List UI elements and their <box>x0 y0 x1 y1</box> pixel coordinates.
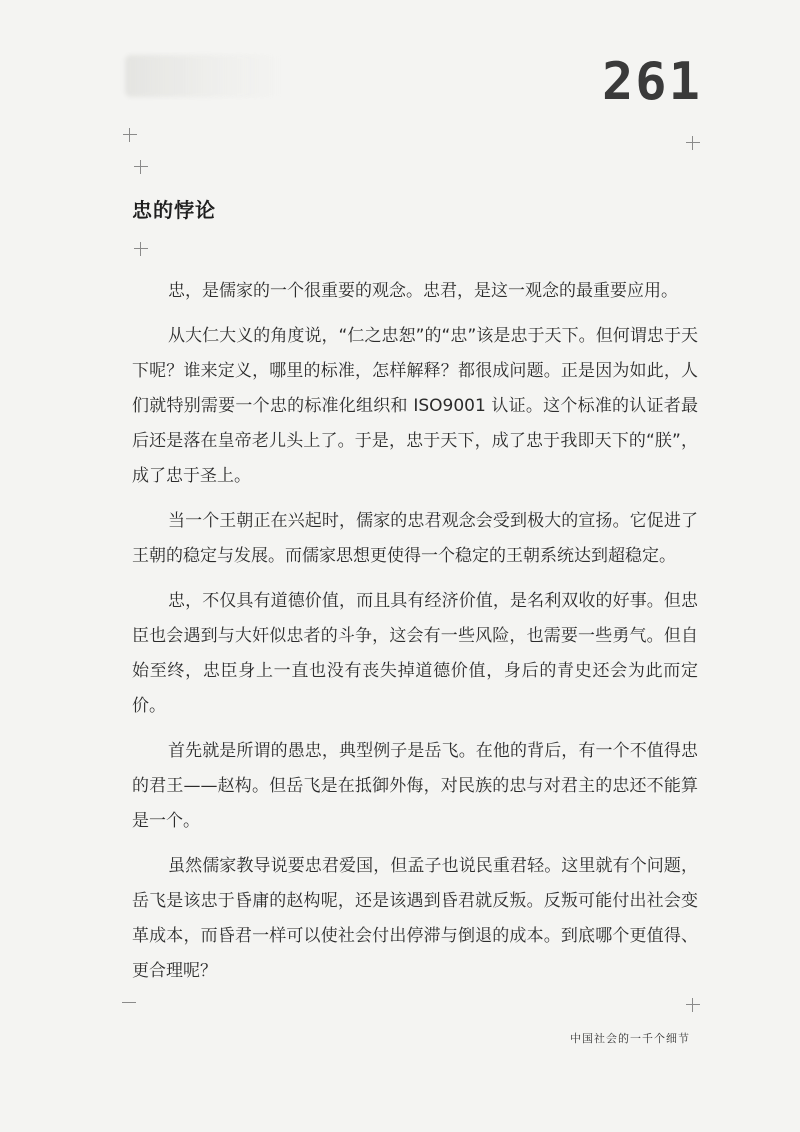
crop-mark-title-below <box>134 242 148 256</box>
paragraph: 首先就是所谓的愚忠，典型例子是岳飞。在他的背后，有一个不值得忠的君王——赵构。但岳飞是在抵御外侮，对民族的忠与对君主的忠还不能算是一个。 <box>132 741 698 831</box>
faded-stamp-mark <box>125 55 285 97</box>
crop-mark-top-right <box>686 136 700 150</box>
running-footer-book-title: 中国社会的一千个细节 <box>570 1032 690 1045</box>
paragraph: 忠，是儒家的一个很重要的观念。忠君，是这一观念的最重要应用。 <box>168 281 678 301</box>
page-number: 261 <box>602 52 702 112</box>
crop-mark-top-left-2 <box>134 160 148 174</box>
article-body <box>132 274 698 999</box>
crop-mark-top-left-1 <box>123 128 137 142</box>
paragraph: 当一个王朝正在兴起时，儒家的忠君观念会受到极大的宣扬。它促进了王朝的稳定与发展。而儒家思想更使得一个稳定的王朝系统达到超稳定。 <box>132 511 698 566</box>
article-title: 忠的悖论 <box>132 198 216 222</box>
paragraph: 虽然儒家教导说要忠君爱国，但孟子也说民重君轻。这里就有个问题，岳飞是该忠于昏庸的赵构呢，还是该遇到昏君就反叛。反叛可能付出社会变革成本，而昏君一样可以使社会付出停滞与倒退的成本。到底哪个更值得、更合理呢？ <box>132 856 698 981</box>
crop-mark-bottom-right <box>686 998 700 1012</box>
crop-mark-bottom-left <box>122 1002 136 1003</box>
paragraph: 从大仁大义的角度说，“仁之忠恕”的“忠”该是忠于天下。但何谓忠于天下呢？谁来定义，哪里的标准，怎样解释？都很成问题。正是因为如此，人们就特别需要一个忠的标准化组织和 ISO9001 认证。这个标准的认证者最后还是落在皇帝老儿头上了。于是，忠于天下，成了忠于我即天下的“朕”，成了忠于圣上。 <box>132 326 698 486</box>
paragraph: 忠，不仅具有道德价值，而且具有经济价值，是名利双收的好事。但忠臣也会遇到与大奸似忠者的斗争，这会有一些风险，也需要一些勇气。但自始至终，忠臣身上一直也没有丧失掉道德价值，身后的青史还会为此而定价。 <box>132 591 698 716</box>
